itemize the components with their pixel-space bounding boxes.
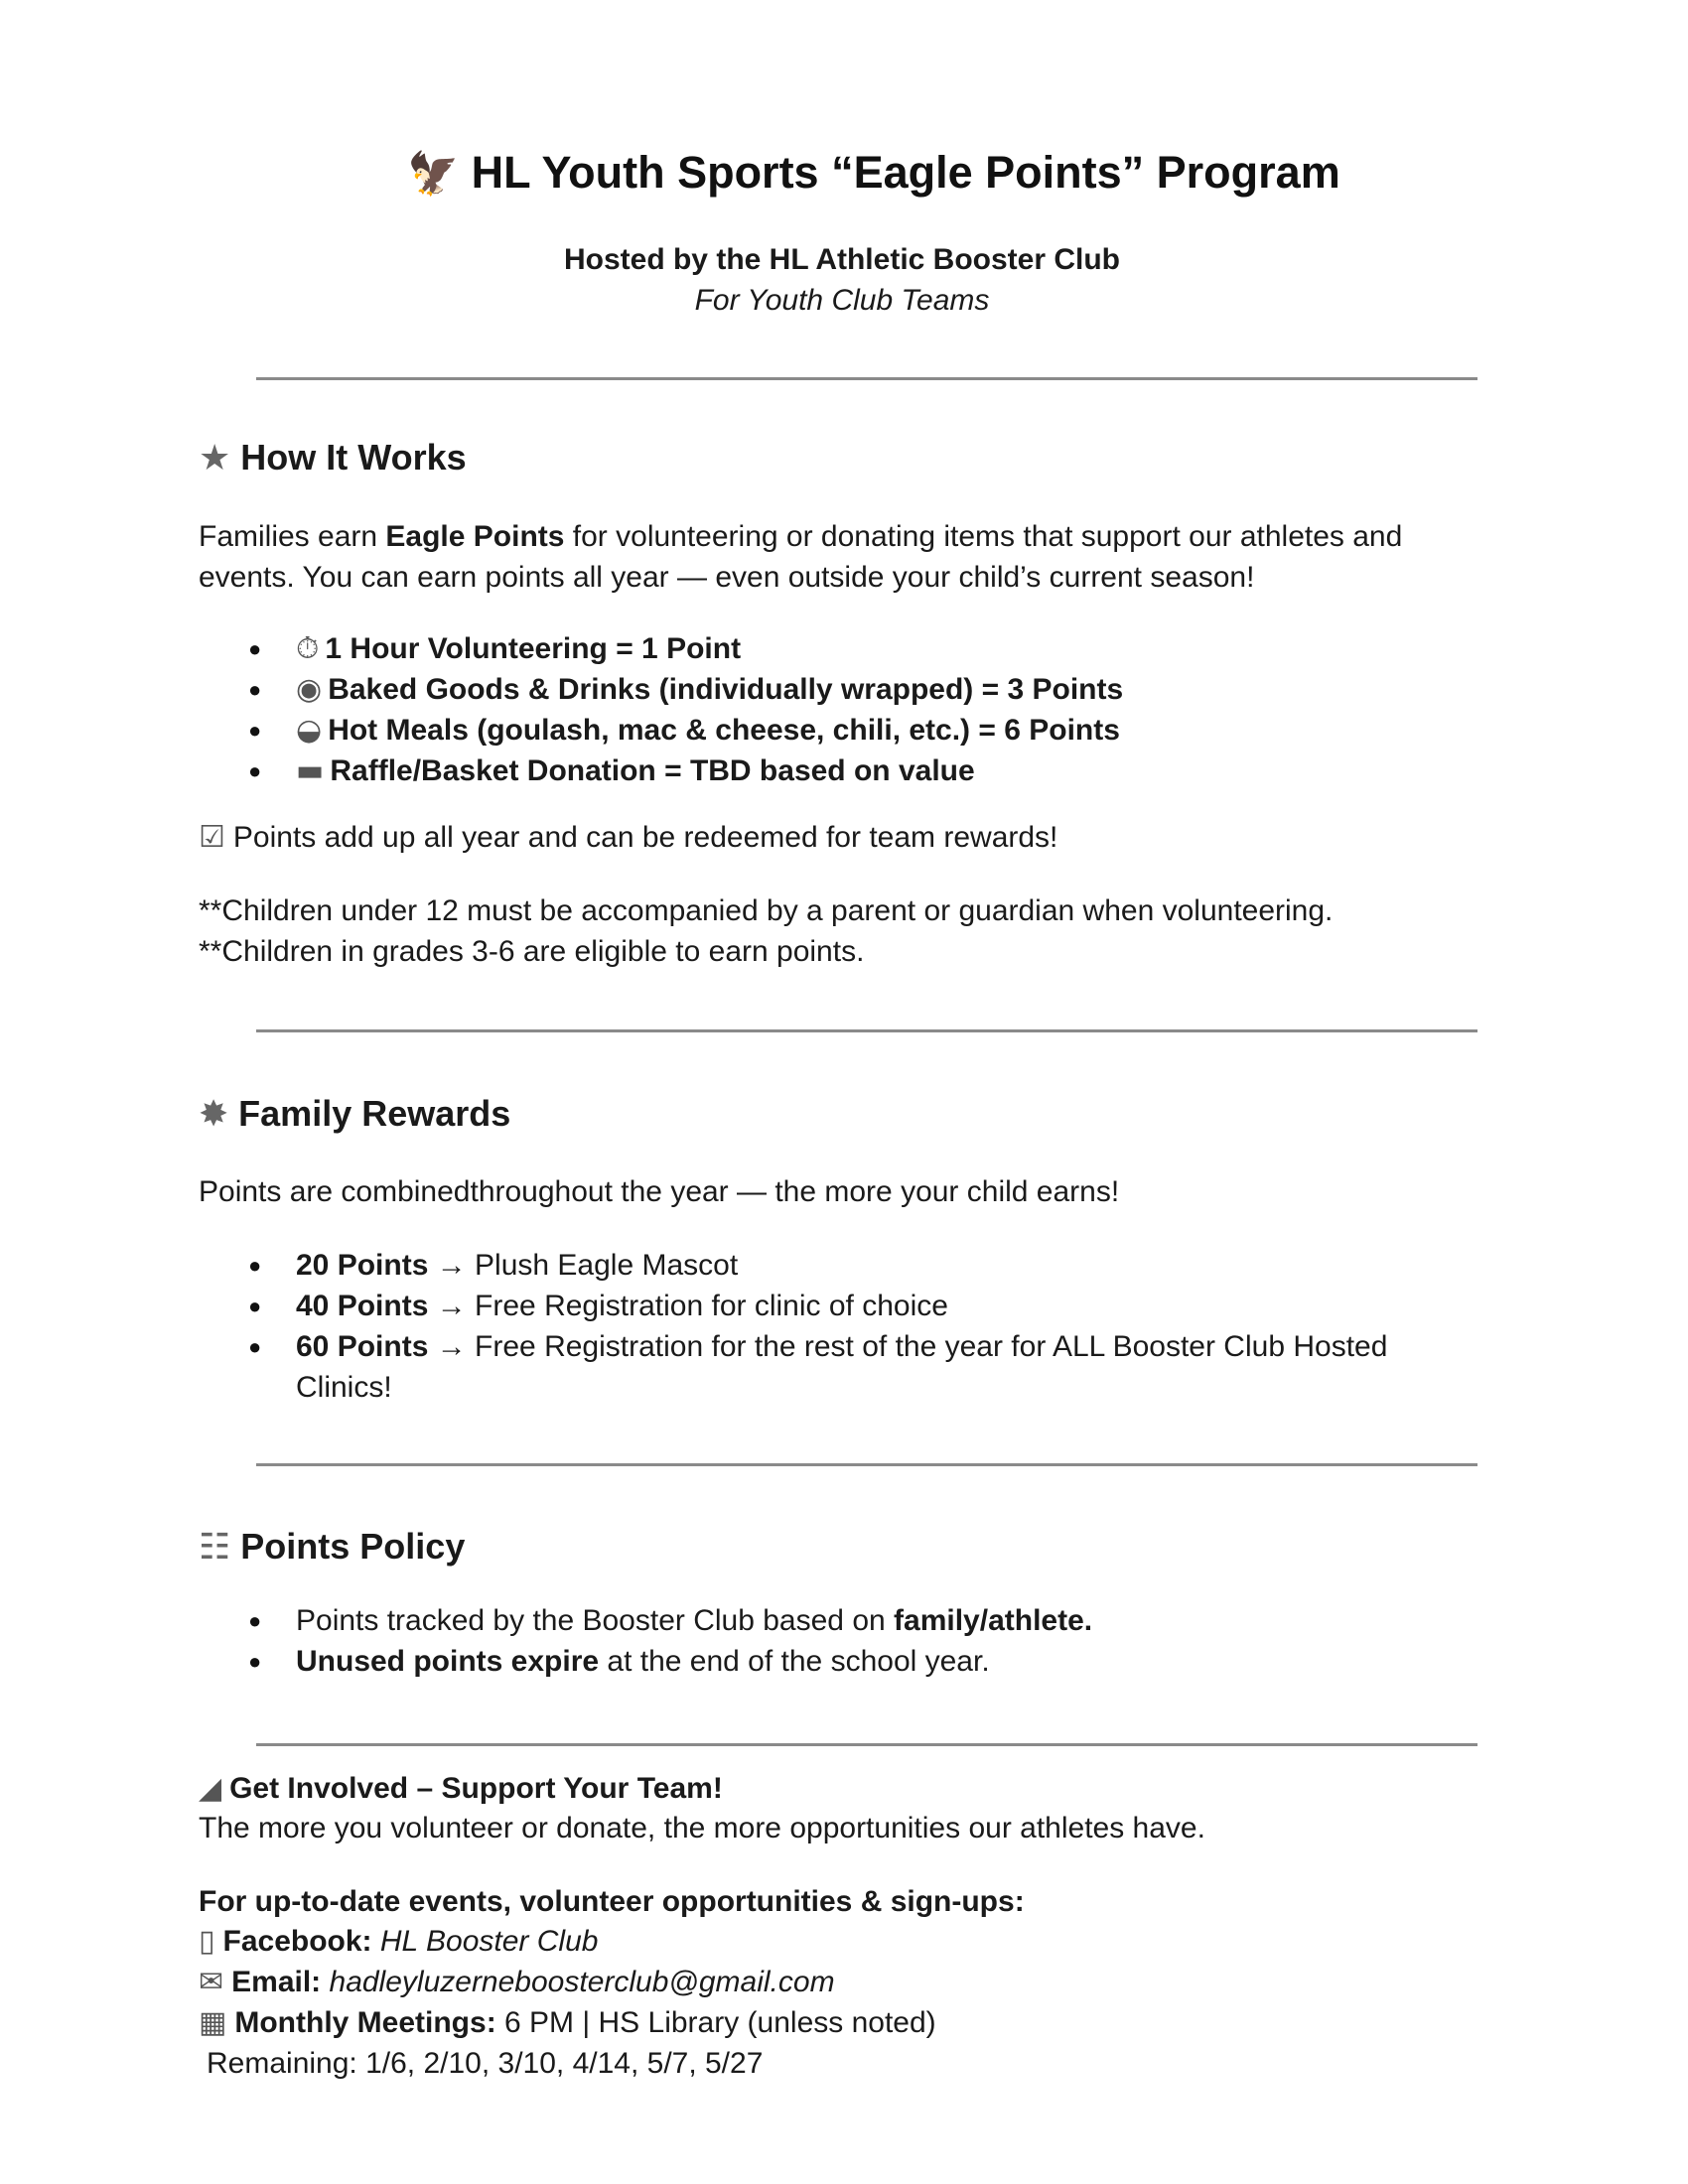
list-item — [248, 1326, 1440, 1408]
audience-line: For Youth Club Teams — [694, 284, 990, 317]
clipboard-icon: ☷ — [199, 1527, 231, 1568]
rewards-list — [248, 1245, 1440, 1408]
reward-points: 60 Points — [296, 1330, 429, 1363]
calendar-icon: ▦ — [199, 2005, 227, 2040]
arrow: → — [428, 1249, 476, 1282]
points-policy-title: Points Policy — [240, 1526, 466, 1567]
reward-text: Free Registration for the rest of the year for ALL Booster Club Hosted Clinics! — [296, 1330, 1388, 1404]
arrow: → — [428, 1330, 476, 1363]
list-item — [248, 1245, 1440, 1286]
meetings-value: 6 PM | HS Library (unless noted) — [495, 2006, 936, 2039]
get-involved-text: The more you volunteer or donate, the more opportunities our athletes have. — [199, 1812, 1205, 1844]
host-line: Hosted by the HL Athletic Booster Club — [563, 243, 1121, 276]
meetings-label: Monthly Meetings: — [234, 2006, 496, 2039]
divider — [256, 377, 1477, 380]
divider — [256, 1029, 1477, 1032]
list-item-text: 1 Hour Volunteering = 1 Point — [325, 632, 742, 665]
reward-points: 40 Points — [296, 1290, 429, 1322]
list-item — [248, 751, 1440, 791]
email-label: Email: — [231, 1966, 322, 1998]
list-item — [248, 1600, 1440, 1641]
facebook-line — [199, 1921, 1489, 1962]
megaphone-icon: ◢ — [199, 1771, 222, 1806]
stopwatch-icon: ⏱ — [296, 631, 320, 666]
earning-list — [248, 628, 1440, 791]
divider — [256, 1463, 1477, 1466]
star-icon: ★ — [199, 438, 231, 478]
intro-text-continued: for volunteering or donating items that support our athletes and events. You can earn points all year — even outside your child’s current season! — [199, 520, 1403, 594]
age-note: **Children under 12 must be accompanied by a parent or guardian when volunteering. — [199, 894, 1334, 927]
intro-text: Families earn — [199, 520, 386, 553]
mobile-phone-icon: ▯ — [199, 1924, 215, 1959]
reward-text: Free Registration for clinic of choice — [475, 1290, 948, 1322]
redeem-note — [199, 817, 1489, 858]
facebook-label: Facebook: — [222, 1925, 372, 1958]
grade-note: **Children in grades 3-6 are eligible to earn points. — [199, 935, 865, 968]
redeem-note-text: Points add up all year and can be redeemed for team rewards! — [232, 821, 1058, 854]
family-rewards-heading — [199, 1093, 510, 1135]
policy-text: Points tracked by the Booster Club based on — [296, 1604, 895, 1637]
arrow: → — [428, 1290, 476, 1322]
page-title-text: HL Youth Sports “Eagle Points” Program — [471, 147, 1340, 198]
policy-bold-text: Unused points expire — [296, 1645, 600, 1678]
list-item-text: Hot Meals (goulash, mac & cheese, chili, etc.) = 6 Points — [328, 714, 1120, 747]
list-item — [248, 710, 1440, 751]
ticket-icon: ▬ — [296, 753, 325, 788]
how-it-works-intro — [199, 516, 1489, 598]
policy-bold-text: family/athlete. — [894, 1604, 1093, 1637]
envelope-icon: ✉ — [199, 1965, 224, 1999]
family-rewards-title: Family Rewards — [238, 1093, 511, 1134]
list-item — [248, 1641, 1440, 1682]
how-it-works-heading — [199, 437, 467, 478]
page-title — [0, 147, 1688, 199]
check-mark-icon: ☑ — [199, 820, 225, 855]
policy-text: at the end of the school year. — [599, 1645, 990, 1678]
reward-points: 20 Points — [296, 1249, 429, 1282]
list-item — [248, 628, 1440, 669]
reward-text: Plush Eagle Mascot — [475, 1249, 739, 1282]
list-item — [248, 669, 1440, 710]
points-policy-heading — [199, 1526, 465, 1568]
list-item-text: Raffle/Basket Donation = TBD based on value — [330, 754, 975, 787]
policy-list — [248, 1600, 1440, 1682]
party-popper-icon: ✸ — [199, 1094, 229, 1135]
eagle-icon: 🦅 — [407, 149, 460, 198]
email-line — [199, 1962, 1489, 2002]
divider — [256, 1743, 1477, 1746]
facebook-link[interactable]: HL Booster Club — [371, 1925, 599, 1958]
eagle-points-term: Eagle Points — [385, 520, 565, 553]
family-rewards-intro: Points are combinedthroughout the year — the more your child earns! — [199, 1175, 1120, 1208]
get-involved-heading — [199, 1768, 1489, 1809]
remaining-dates: Remaining: 1/6, 2/10, 3/10, 4/14, 5/7, 5/27 — [207, 2047, 764, 2080]
how-it-works-title: How It Works — [240, 437, 467, 478]
list-item-text: Baked Goods & Drinks (individually wrapped) = 3 Points — [328, 673, 1124, 706]
cookie-icon: ◉ — [296, 672, 323, 707]
contact-heading: For up-to-date events, volunteer opportunities & sign-ups: — [199, 1885, 1025, 1918]
meetings-line — [199, 2002, 1489, 2043]
email-link[interactable]: hadleyluzerneboosterclub@gmail.com — [321, 1966, 835, 1998]
stew-pot-icon: ◒ — [296, 713, 323, 748]
get-involved-title: Get Involved – Support Your Team! — [229, 1772, 723, 1805]
list-item — [248, 1286, 1440, 1326]
